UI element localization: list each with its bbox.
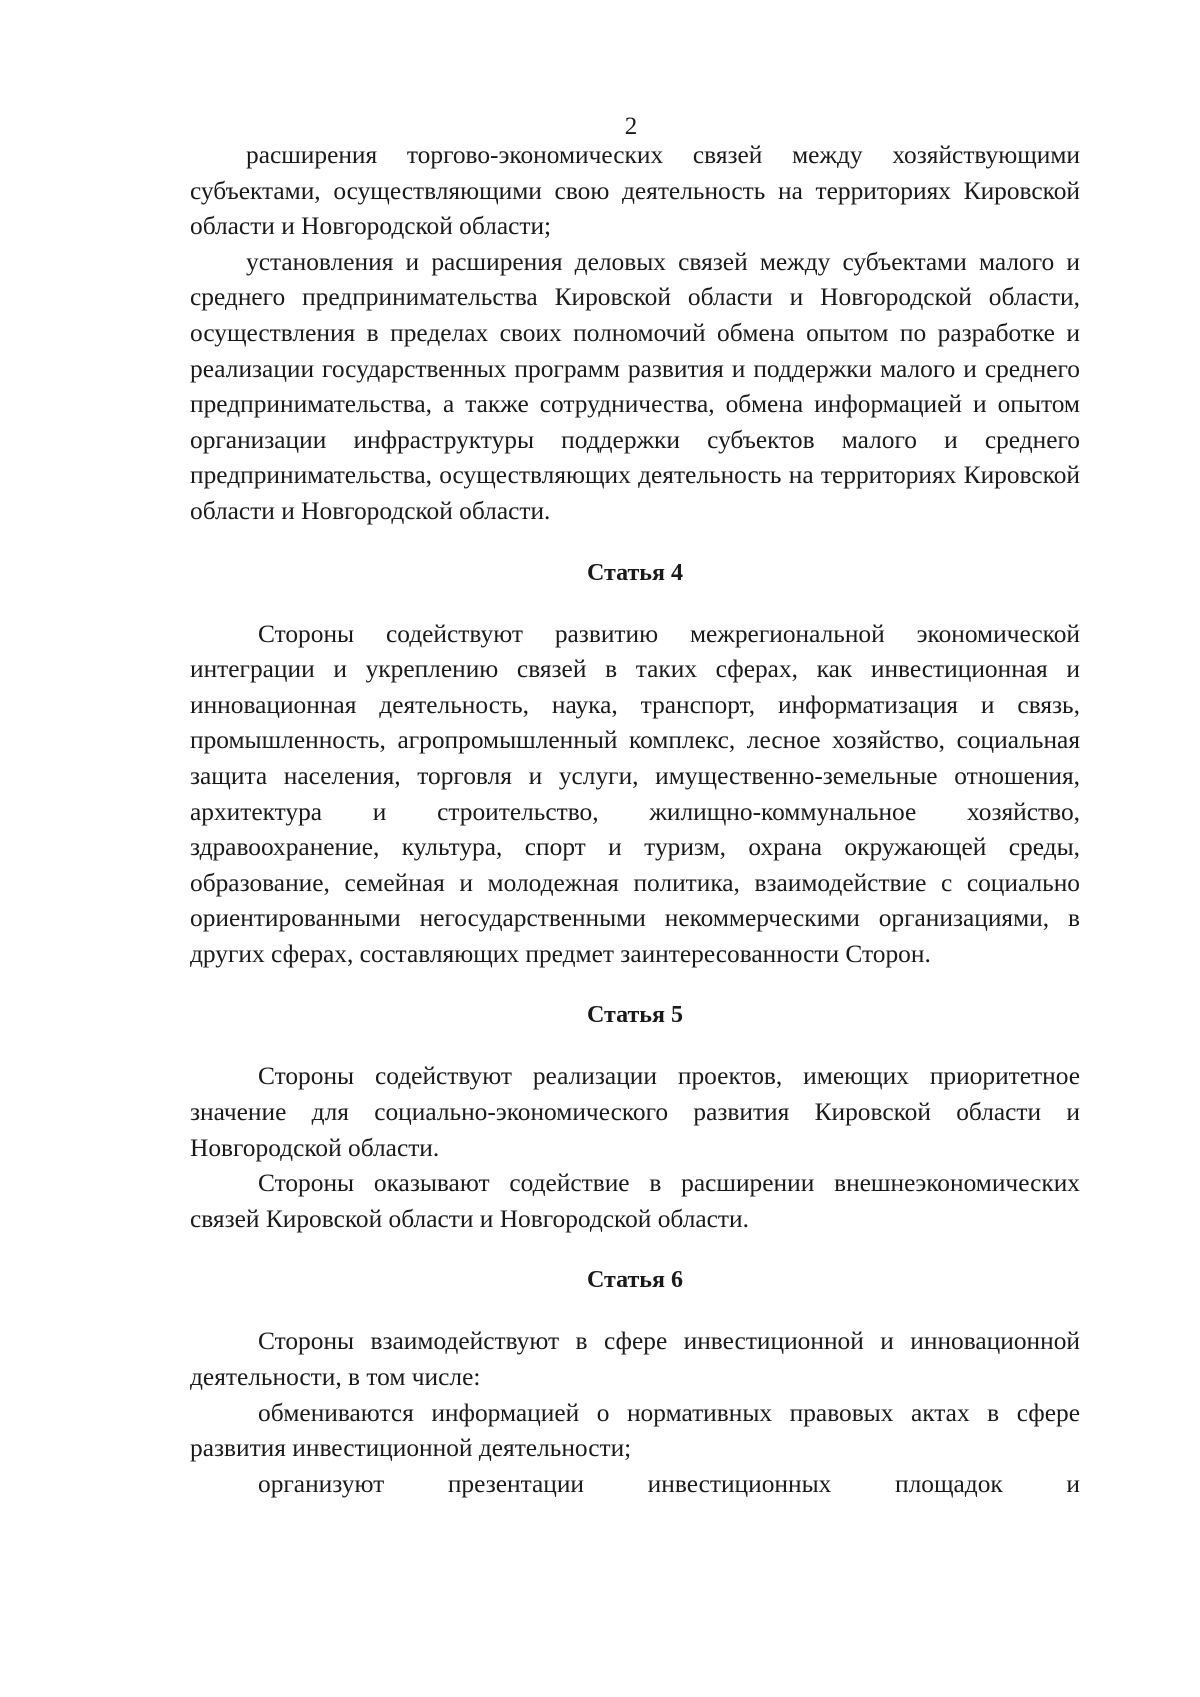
paragraph: Стороны оказывают содействие в расширении внешнеэкономических связей Кировской области и Новгородской области.: [190, 1169, 1080, 1233]
paragraph: расширения торгово-экономических связей между хозяйствующими субъектами, осуществляющими свою деятельность на территориях Кировской области и Новгородской области;: [190, 141, 1080, 241]
article-heading-6: Статья 6: [587, 1267, 683, 1294]
paragraph: Стороны взаимодействуют в сфере инвестиционной и инновационной деятельности, в том числе:: [190, 1327, 1080, 1392]
paragraph: обмениваются информацией о нормативных правовых актах в сфере развития инвестиционной деятельности;: [190, 1398, 1080, 1463]
paragraph: Стороны содействуют развитию межрегиональной экономической интеграции и укреплению связей в таких сферах, как инвестиционная и инновационная деятельность, наука, транспорт, информатизация и связь, промышленность, агропромышленный комплекс, лесное хозяйство, социальная защита населения, торговля и услуги, имущественно-земельные отношения, архитектура и строительство, жилищно-коммунальное хозяйство, здравоохранение, культура, спорт и туризм, охрана окружающей среды, образование, семейная и молодежная политика, взаимодействие с социально ориентированными негосударственными некоммерческими организациями, в других сферах, составляющих предмет заинтересованности Сторон.: [190, 619, 1080, 968]
article-heading-5: Статья 5: [587, 1002, 683, 1029]
article-heading-4: Статья 4: [587, 559, 683, 586]
paragraph: Стороны содействуют реализации проектов, имеющих приоритетное значение для социально-экономического развития Кировской области и Новгородской области.: [190, 1062, 1080, 1162]
document-body: [190, 138, 1080, 1502]
paragraph-continued: организуют презентации инвестиционных площадок и: [258, 1469, 1080, 1498]
paragraph: установления и расширения деловых связей между субъектами малого и среднего предпринимательства Кировской области и Новгородской области, осуществления в пределах своих полномочий обмена опытом по разработке и реализации государственных программ развития и поддержки малого и среднего предпринимательства, а также сотрудничества, обмена информацией и опытом организации инфраструктуры поддержки субъектов малого и среднего предпринимательства, осуществляющих деятельность на территориях Кировской области и Новгородской области.: [190, 247, 1080, 525]
page-number: 2: [624, 113, 638, 140]
